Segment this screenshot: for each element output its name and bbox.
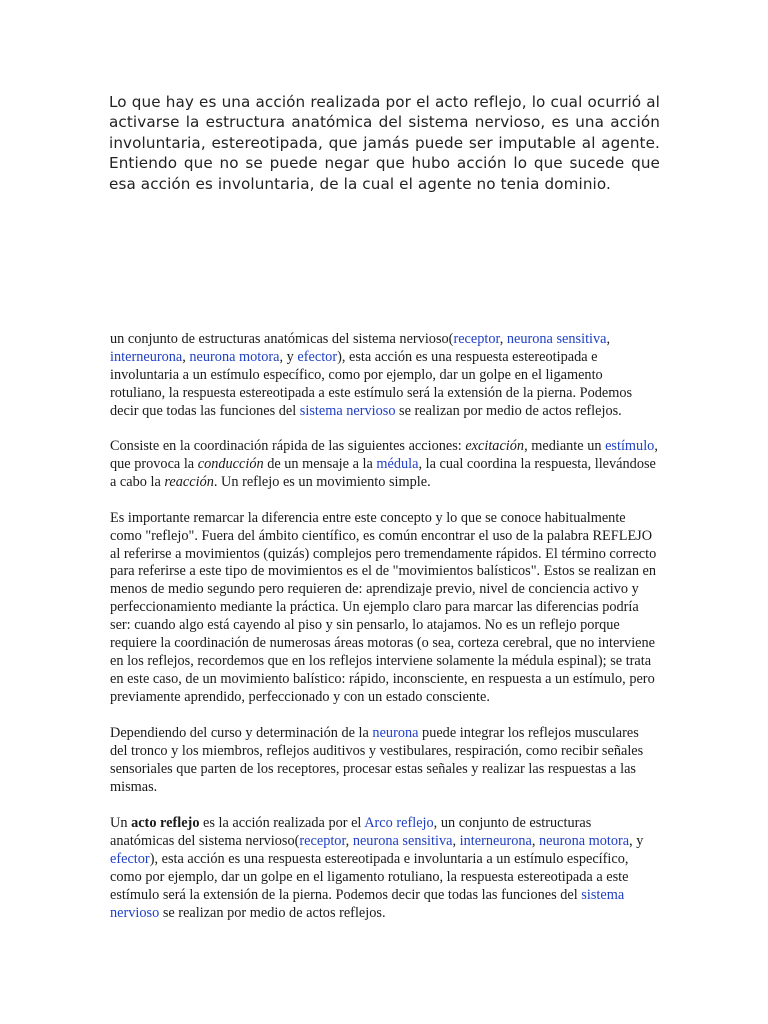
paragraph-ballistic-movements: Es importante remarcar la diferencia entre este concepto y lo que se conoce habitualmente como "reflejo". Fuera del ámbito científico, es común encontrar el uso de la palabra REFLEJO al referirse a movimientos (quizás) complejos pero tremendamente rápidos. El término correcto para referirse a este tipo de movimientos es el de "movimientos balísticos". Estos se realizan en menos de medio segundo pero requieren de: aprendizaje previo, nivel de conciencia activo y perfeccionamiento mediante la práctica. Un ejemplo claro para marcar las diferencias podría ser: cuando algo está cayendo al piso y sin pensarlo, lo atajamos. No es un reflejo porque requiere la coordinación de numerosas áreas motoras (o sea, corteza cerebral, que no interviene en los reflejos, recordemos que en los reflejos interviene solamente la médula espinal); se trata en este caso, de un movimiento balístico: rápido, inconsciente, en respuesta a un estímulo, pero previamente aprendido, perfeccionado y con un estado consciente. xyxy=(110,509,657,706)
paragraph-coordination xyxy=(110,438,658,492)
link-neurona-motora[interactable]: neurona motora xyxy=(189,348,280,365)
text: , xyxy=(531,832,540,849)
text: , mediante un xyxy=(524,437,606,454)
term-conduccion: conducción xyxy=(197,455,264,472)
text: Consiste en la coordinación rápida de las siguientes acciones: xyxy=(110,437,466,454)
text: puede integrar los reflejos musculares del tronco y los miembros, reflejos auditivos y vestibulares, respiración, como recibir señales sensoriales que parten de los receptores, procesar estas señales y realizar las respuestas a las mismas. xyxy=(110,725,644,795)
link-sistema-nervioso[interactable]: sistema nervioso xyxy=(110,886,625,921)
text: se realizan por medio de actos reflejos. xyxy=(395,402,622,419)
link-neurona-sensitiva[interactable]: neurona sensitiva xyxy=(506,331,607,347)
text: , y xyxy=(279,348,298,365)
link-receptor[interactable]: receptor xyxy=(453,331,500,347)
text: , xyxy=(345,832,353,849)
paragraph-neuron-integration xyxy=(110,725,658,797)
text: , xyxy=(452,832,460,849)
term-excitacion: excitación xyxy=(465,437,525,454)
paragraph-acto-reflejo xyxy=(110,815,658,923)
link-neurona-sensitiva[interactable]: neurona sensitiva xyxy=(352,832,453,849)
text: , xyxy=(499,331,507,347)
text: es la acción realizada por el xyxy=(199,814,365,831)
link-interneurona[interactable]: interneurona xyxy=(459,832,532,849)
text: , xyxy=(606,331,611,347)
link-receptor[interactable]: receptor xyxy=(299,832,346,849)
text: . Un reflejo es un movimiento simple. xyxy=(213,473,431,490)
intro-paragraph: Lo que hay es una acción realizada por el acto reflejo, lo cual ocurrió al activarse la estructura anatómica del sistema nervioso, es una acción involuntaria, estereotipada, que jamás puede ser imputable al agente. Entiendo que no se puede negar que hubo acción lo que sucede que esa acción es involuntaria, de la cual el agente no tenia dominio. xyxy=(109,93,660,193)
text: , xyxy=(182,348,190,365)
text: , que provoca la xyxy=(110,437,658,472)
text: Un xyxy=(110,814,132,831)
text: Dependiendo del curso y determinación de la xyxy=(110,725,373,742)
link-efector[interactable]: efector xyxy=(297,348,338,365)
text: ), esta acción es una respuesta estereotipada e involuntaria a un estímulo específico, como por ejemplo, dar un golpe en el ligamento rotuliano, la respuesta estereotipada a este estímulo será la extensión de la pierna. Podemos decir que todas las funciones del xyxy=(110,850,629,903)
link-arco-reflejo[interactable]: Arco reflejo xyxy=(364,814,434,831)
paragraph-reflex-arc-fragment xyxy=(110,331,658,421)
link-interneurona[interactable]: interneurona xyxy=(110,348,183,365)
term-reaccion: reacción xyxy=(164,473,214,490)
text: de un mensaje a la xyxy=(263,455,377,472)
text: , la cual coordina la respuesta, llevándose a cabo la xyxy=(110,455,656,490)
text: se realizan por medio de actos reflejos. xyxy=(159,904,386,921)
text: un conjunto de estructuras anatómicas del sistema nervioso( xyxy=(110,331,454,347)
link-neurona-motora[interactable]: neurona motora xyxy=(539,832,630,849)
article-body xyxy=(110,331,658,941)
text: , y xyxy=(629,832,644,849)
link-efector[interactable]: efector xyxy=(110,850,150,867)
link-neurona[interactable]: neurona xyxy=(372,725,419,742)
text: , un conjunto de estructuras anatómicas del sistema nervioso( xyxy=(110,814,592,849)
link-sistema-nervioso[interactable]: sistema nervioso xyxy=(299,402,396,419)
link-estimulo[interactable]: estímulo xyxy=(605,437,655,454)
link-medula[interactable]: médula xyxy=(376,455,419,472)
text: ), esta acción es una respuesta estereotipada e involuntaria a un estímulo específico, como por ejemplo, dar un golpe en el ligamento rotuliano, la respuesta estereotipada a este estímulo será la extensión de la pierna. Podemos decir que todas las funciones del xyxy=(110,348,633,419)
term-acto-reflejo: acto reflejo xyxy=(131,814,200,831)
